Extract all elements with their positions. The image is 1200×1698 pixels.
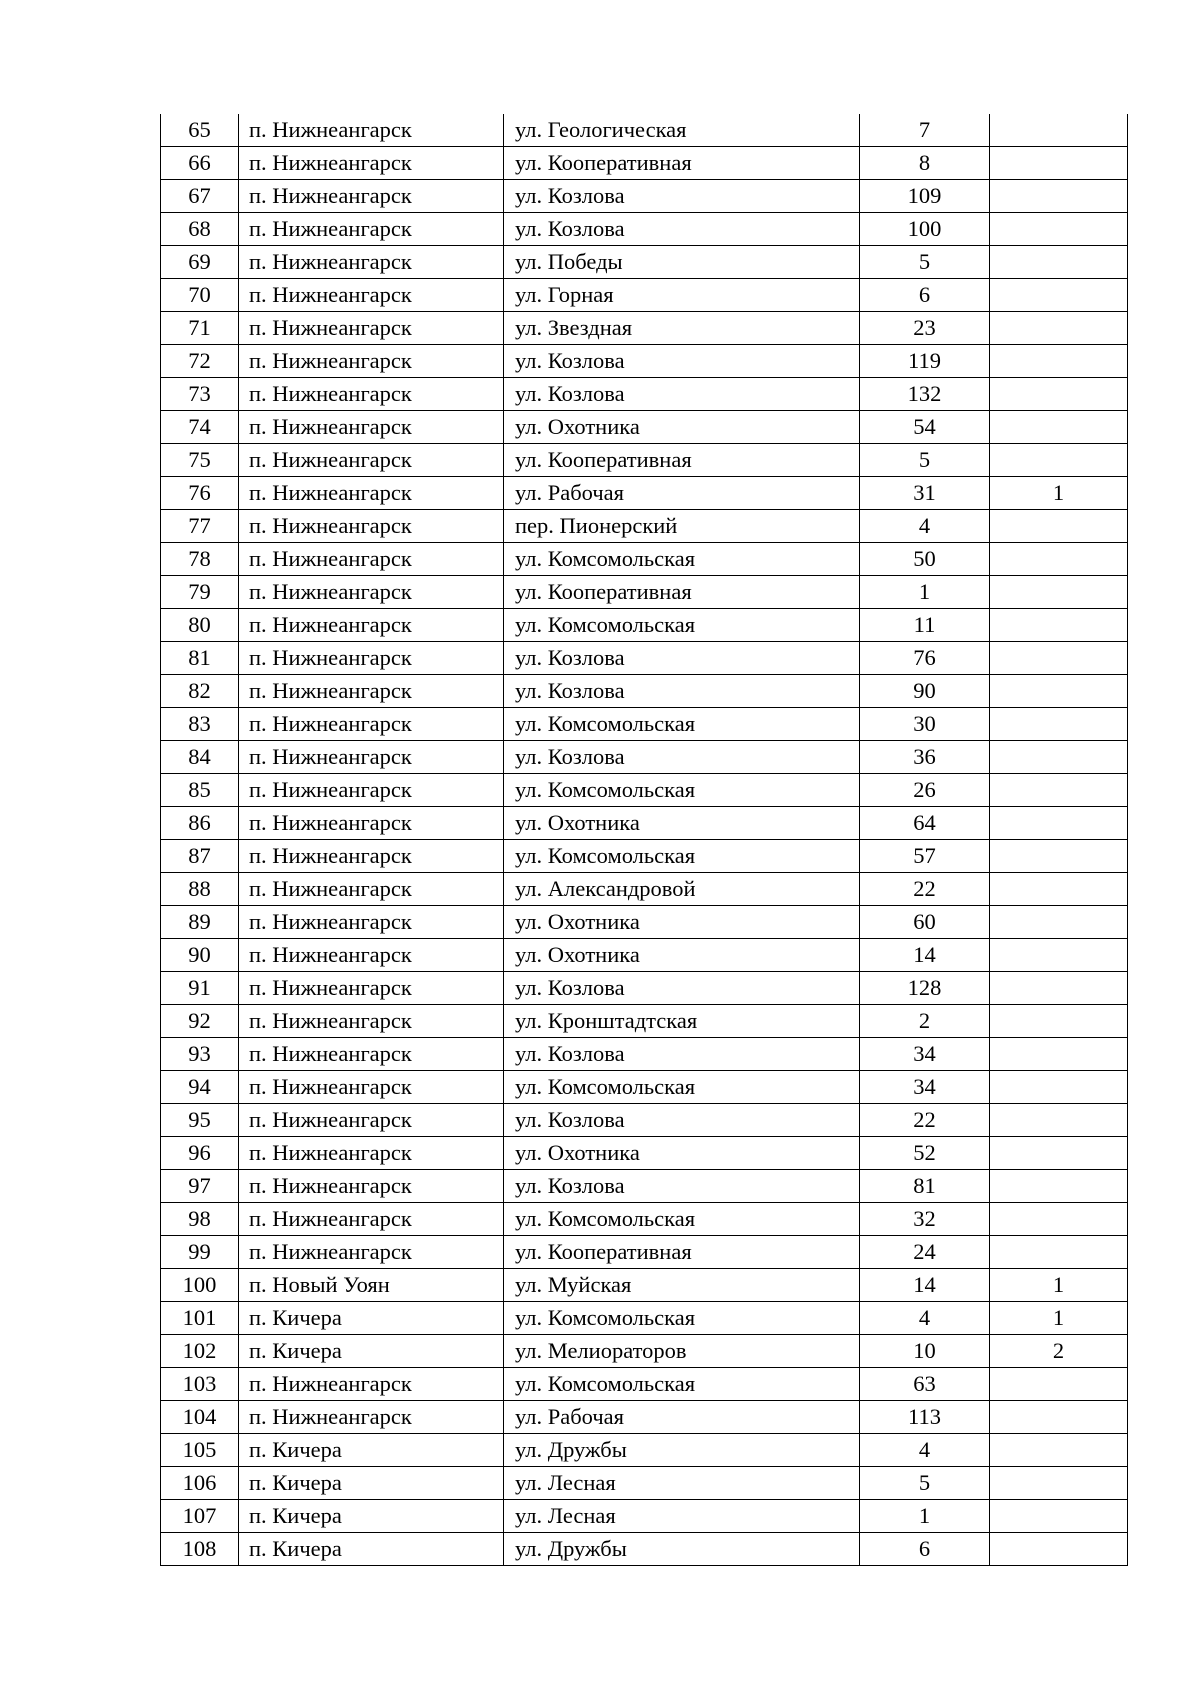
row-number-cell: 108 (161, 1533, 239, 1566)
row-number-cell: 100 (161, 1269, 239, 1302)
house-number-cell: 119 (860, 345, 990, 378)
street-cell: ул. Лесная (504, 1467, 860, 1500)
house-number-cell: 36 (860, 741, 990, 774)
street-cell: ул. Кооперативная (504, 147, 860, 180)
extra-value-cell (990, 939, 1128, 972)
street-cell: ул. Кооперативная (504, 576, 860, 609)
row-number-cell: 87 (161, 840, 239, 873)
locality-cell: п. Нижнеангарск (239, 576, 504, 609)
row-number-cell: 94 (161, 1071, 239, 1104)
table-row (161, 1203, 1128, 1236)
extra-value-cell (990, 1467, 1128, 1500)
row-number-cell: 73 (161, 378, 239, 411)
table-row (161, 1137, 1128, 1170)
row-number-cell: 80 (161, 609, 239, 642)
row-number-cell: 68 (161, 213, 239, 246)
street-cell: ул. Охотника (504, 807, 860, 840)
row-number-cell: 71 (161, 312, 239, 345)
extra-value-cell: 1 (990, 1302, 1128, 1335)
table-row (161, 1104, 1128, 1137)
locality-cell: п. Нижнеангарск (239, 279, 504, 312)
table-row (161, 708, 1128, 741)
house-number-cell: 34 (860, 1038, 990, 1071)
table-row (161, 675, 1128, 708)
street-cell: ул. Козлова (504, 345, 860, 378)
row-number-cell: 75 (161, 444, 239, 477)
address-table-body (161, 114, 1128, 1566)
house-number-cell: 31 (860, 477, 990, 510)
locality-cell: п. Нижнеангарск (239, 1401, 504, 1434)
table-row (161, 939, 1128, 972)
house-number-cell: 2 (860, 1005, 990, 1038)
row-number-cell: 92 (161, 1005, 239, 1038)
extra-value-cell (990, 1434, 1128, 1467)
house-number-cell: 5 (860, 1467, 990, 1500)
extra-value-cell: 2 (990, 1335, 1128, 1368)
locality-cell: п. Нижнеангарск (239, 774, 504, 807)
row-number-cell: 88 (161, 873, 239, 906)
extra-value-cell (990, 1071, 1128, 1104)
extra-value-cell (990, 345, 1128, 378)
table-row (161, 246, 1128, 279)
street-cell: ул. Дружбы (504, 1533, 860, 1566)
table-row (161, 1038, 1128, 1071)
locality-cell: п. Нижнеангарск (239, 477, 504, 510)
locality-cell: п. Нижнеангарск (239, 147, 504, 180)
locality-cell: п. Нижнеангарск (239, 444, 504, 477)
locality-cell: п. Нижнеангарск (239, 411, 504, 444)
street-cell: ул. Комсомольская (504, 609, 860, 642)
table-row (161, 1467, 1128, 1500)
house-number-cell: 109 (860, 180, 990, 213)
row-number-cell: 66 (161, 147, 239, 180)
locality-cell: п. Нижнеангарск (239, 1203, 504, 1236)
street-cell: ул. Козлова (504, 675, 860, 708)
house-number-cell: 76 (860, 642, 990, 675)
row-number-cell: 98 (161, 1203, 239, 1236)
row-number-cell: 105 (161, 1434, 239, 1467)
extra-value-cell (990, 807, 1128, 840)
street-cell: ул. Победы (504, 246, 860, 279)
house-number-cell: 4 (860, 510, 990, 543)
house-number-cell: 23 (860, 312, 990, 345)
table-row (161, 477, 1128, 510)
table-row (161, 906, 1128, 939)
street-cell: ул. Козлова (504, 180, 860, 213)
locality-cell: п. Нижнеангарск (239, 939, 504, 972)
street-cell: ул. Рабочая (504, 477, 860, 510)
table-row (161, 972, 1128, 1005)
table-row (161, 510, 1128, 543)
street-cell: ул. Охотника (504, 1137, 860, 1170)
street-cell: ул. Комсомольская (504, 1071, 860, 1104)
row-number-cell: 107 (161, 1500, 239, 1533)
house-number-cell: 22 (860, 873, 990, 906)
table-row (161, 147, 1128, 180)
row-number-cell: 81 (161, 642, 239, 675)
table-row (161, 1170, 1128, 1203)
street-cell: ул. Охотника (504, 411, 860, 444)
house-number-cell: 10 (860, 1335, 990, 1368)
extra-value-cell (990, 1038, 1128, 1071)
extra-value-cell: 1 (990, 477, 1128, 510)
house-number-cell: 7 (860, 114, 990, 147)
house-number-cell: 90 (860, 675, 990, 708)
address-table (160, 114, 1128, 1566)
street-cell: ул. Кооперативная (504, 1236, 860, 1269)
street-cell: ул. Александровой (504, 873, 860, 906)
locality-cell: п. Нижнеангарск (239, 312, 504, 345)
table-row (161, 345, 1128, 378)
row-number-cell: 101 (161, 1302, 239, 1335)
locality-cell: п. Нижнеангарск (239, 741, 504, 774)
table-row (161, 1500, 1128, 1533)
street-cell: ул. Лесная (504, 1500, 860, 1533)
house-number-cell: 1 (860, 1500, 990, 1533)
extra-value-cell (990, 543, 1128, 576)
table-row (161, 180, 1128, 213)
house-number-cell: 34 (860, 1071, 990, 1104)
street-cell: ул. Козлова (504, 1170, 860, 1203)
locality-cell: п. Нижнеангарск (239, 180, 504, 213)
house-number-cell: 5 (860, 444, 990, 477)
extra-value-cell (990, 576, 1128, 609)
locality-cell: п. Нижнеангарск (239, 807, 504, 840)
table-row (161, 1401, 1128, 1434)
locality-cell: п. Нижнеангарск (239, 1038, 504, 1071)
locality-cell: п. Нижнеангарск (239, 1170, 504, 1203)
house-number-cell: 6 (860, 279, 990, 312)
locality-cell: п. Нижнеангарск (239, 1005, 504, 1038)
extra-value-cell: 1 (990, 1269, 1128, 1302)
extra-value-cell (990, 378, 1128, 411)
house-number-cell: 30 (860, 708, 990, 741)
house-number-cell: 1 (860, 576, 990, 609)
locality-cell: п. Кичера (239, 1335, 504, 1368)
extra-value-cell (990, 642, 1128, 675)
house-number-cell: 22 (860, 1104, 990, 1137)
row-number-cell: 83 (161, 708, 239, 741)
house-number-cell: 11 (860, 609, 990, 642)
locality-cell: п. Нижнеангарск (239, 1071, 504, 1104)
house-number-cell: 57 (860, 840, 990, 873)
extra-value-cell (990, 741, 1128, 774)
house-number-cell: 8 (860, 147, 990, 180)
house-number-cell: 4 (860, 1434, 990, 1467)
row-number-cell: 84 (161, 741, 239, 774)
row-number-cell: 93 (161, 1038, 239, 1071)
row-number-cell: 90 (161, 939, 239, 972)
house-number-cell: 63 (860, 1368, 990, 1401)
row-number-cell: 102 (161, 1335, 239, 1368)
table-row (161, 642, 1128, 675)
table-row (161, 807, 1128, 840)
row-number-cell: 74 (161, 411, 239, 444)
row-number-cell: 95 (161, 1104, 239, 1137)
locality-cell: п. Нижнеангарск (239, 642, 504, 675)
row-number-cell: 82 (161, 675, 239, 708)
locality-cell: п. Нижнеангарск (239, 345, 504, 378)
street-cell: ул. Мелиораторов (504, 1335, 860, 1368)
street-cell: ул. Козлова (504, 972, 860, 1005)
street-cell: ул. Дружбы (504, 1434, 860, 1467)
table-row (161, 312, 1128, 345)
table-row (161, 1533, 1128, 1566)
house-number-cell: 54 (860, 411, 990, 444)
locality-cell: п. Нижнеангарск (239, 840, 504, 873)
locality-cell: п. Нижнеангарск (239, 510, 504, 543)
extra-value-cell (990, 510, 1128, 543)
table-row (161, 444, 1128, 477)
street-cell: ул. Охотника (504, 906, 860, 939)
table-row (161, 543, 1128, 576)
extra-value-cell (990, 972, 1128, 1005)
street-cell: ул. Кооперативная (504, 444, 860, 477)
locality-cell: п. Кичера (239, 1434, 504, 1467)
street-cell: ул. Комсомольская (504, 1203, 860, 1236)
locality-cell: п. Нижнеангарск (239, 246, 504, 279)
street-cell: ул. Охотника (504, 939, 860, 972)
street-cell: пер. Пионерский (504, 510, 860, 543)
house-number-cell: 4 (860, 1302, 990, 1335)
table-row (161, 774, 1128, 807)
locality-cell: п. Нижнеангарск (239, 609, 504, 642)
house-number-cell: 128 (860, 972, 990, 1005)
table-row (161, 873, 1128, 906)
locality-cell: п. Нижнеангарск (239, 378, 504, 411)
extra-value-cell (990, 1005, 1128, 1038)
table-row (161, 1302, 1128, 1335)
street-cell: ул. Козлова (504, 1038, 860, 1071)
extra-value-cell (990, 1533, 1128, 1566)
street-cell: ул. Горная (504, 279, 860, 312)
extra-value-cell (990, 1137, 1128, 1170)
extra-value-cell (990, 609, 1128, 642)
table-row (161, 1335, 1128, 1368)
locality-cell: п. Нижнеангарск (239, 543, 504, 576)
house-number-cell: 14 (860, 1269, 990, 1302)
row-number-cell: 86 (161, 807, 239, 840)
table-row (161, 1434, 1128, 1467)
table-row (161, 1269, 1128, 1302)
house-number-cell: 14 (860, 939, 990, 972)
extra-value-cell (990, 708, 1128, 741)
row-number-cell: 78 (161, 543, 239, 576)
row-number-cell: 96 (161, 1137, 239, 1170)
table-row (161, 279, 1128, 312)
street-cell: ул. Рабочая (504, 1401, 860, 1434)
house-number-cell: 24 (860, 1236, 990, 1269)
street-cell: ул. Козлова (504, 642, 860, 675)
extra-value-cell (990, 444, 1128, 477)
street-cell: ул. Комсомольская (504, 1368, 860, 1401)
street-cell: ул. Козлова (504, 741, 860, 774)
locality-cell: п. Нижнеангарск (239, 972, 504, 1005)
row-number-cell: 72 (161, 345, 239, 378)
extra-value-cell (990, 180, 1128, 213)
house-number-cell: 26 (860, 774, 990, 807)
house-number-cell: 60 (860, 906, 990, 939)
table-row (161, 609, 1128, 642)
row-number-cell: 97 (161, 1170, 239, 1203)
street-cell: ул. Муйская (504, 1269, 860, 1302)
street-cell: ул. Геологическая (504, 114, 860, 147)
extra-value-cell (990, 1104, 1128, 1137)
locality-cell: п. Нижнеангарск (239, 906, 504, 939)
locality-cell: п. Нижнеангарск (239, 1104, 504, 1137)
house-number-cell: 113 (860, 1401, 990, 1434)
locality-cell: п. Кичера (239, 1302, 504, 1335)
table-row (161, 840, 1128, 873)
row-number-cell: 106 (161, 1467, 239, 1500)
table-row (161, 576, 1128, 609)
locality-cell: п. Нижнеангарск (239, 708, 504, 741)
table-row (161, 1236, 1128, 1269)
extra-value-cell (990, 675, 1128, 708)
house-number-cell: 6 (860, 1533, 990, 1566)
extra-value-cell (990, 213, 1128, 246)
extra-value-cell (990, 246, 1128, 279)
street-cell: ул. Комсомольская (504, 708, 860, 741)
extra-value-cell (990, 1401, 1128, 1434)
extra-value-cell (990, 774, 1128, 807)
row-number-cell: 67 (161, 180, 239, 213)
row-number-cell: 79 (161, 576, 239, 609)
house-number-cell: 100 (860, 213, 990, 246)
house-number-cell: 32 (860, 1203, 990, 1236)
table-row (161, 1005, 1128, 1038)
street-cell: ул. Комсомольская (504, 543, 860, 576)
table-row (161, 741, 1128, 774)
row-number-cell: 99 (161, 1236, 239, 1269)
locality-cell: п. Кичера (239, 1533, 504, 1566)
row-number-cell: 85 (161, 774, 239, 807)
locality-cell: п. Кичера (239, 1500, 504, 1533)
extra-value-cell (990, 312, 1128, 345)
row-number-cell: 65 (161, 114, 239, 147)
extra-value-cell (990, 1368, 1128, 1401)
extra-value-cell (990, 1500, 1128, 1533)
row-number-cell: 77 (161, 510, 239, 543)
locality-cell: п. Нижнеангарск (239, 1236, 504, 1269)
extra-value-cell (990, 114, 1128, 147)
street-cell: ул. Кронштадтская (504, 1005, 860, 1038)
table-row (161, 378, 1128, 411)
table-row (161, 1368, 1128, 1401)
extra-value-cell (990, 1236, 1128, 1269)
house-number-cell: 64 (860, 807, 990, 840)
row-number-cell: 76 (161, 477, 239, 510)
extra-value-cell (990, 1170, 1128, 1203)
extra-value-cell (990, 279, 1128, 312)
house-number-cell: 81 (860, 1170, 990, 1203)
house-number-cell: 5 (860, 246, 990, 279)
extra-value-cell (990, 147, 1128, 180)
street-cell: ул. Комсомольская (504, 774, 860, 807)
locality-cell: п. Нижнеангарск (239, 1368, 504, 1401)
street-cell: ул. Комсомольская (504, 840, 860, 873)
table-row (161, 114, 1128, 147)
row-number-cell: 89 (161, 906, 239, 939)
street-cell: ул. Козлова (504, 1104, 860, 1137)
row-number-cell: 70 (161, 279, 239, 312)
row-number-cell: 69 (161, 246, 239, 279)
table-row (161, 213, 1128, 246)
house-number-cell: 132 (860, 378, 990, 411)
street-cell: ул. Козлова (504, 213, 860, 246)
row-number-cell: 91 (161, 972, 239, 1005)
row-number-cell: 104 (161, 1401, 239, 1434)
row-number-cell: 103 (161, 1368, 239, 1401)
extra-value-cell (990, 906, 1128, 939)
table-row (161, 1071, 1128, 1104)
street-cell: ул. Козлова (504, 378, 860, 411)
extra-value-cell (990, 840, 1128, 873)
locality-cell: п. Нижнеангарск (239, 213, 504, 246)
address-table-container (160, 114, 1112, 1566)
extra-value-cell (990, 411, 1128, 444)
house-number-cell: 50 (860, 543, 990, 576)
street-cell: ул. Звездная (504, 312, 860, 345)
locality-cell: п. Кичера (239, 1467, 504, 1500)
extra-value-cell (990, 1203, 1128, 1236)
house-number-cell: 52 (860, 1137, 990, 1170)
extra-value-cell (990, 873, 1128, 906)
locality-cell: п. Нижнеангарск (239, 1137, 504, 1170)
street-cell: ул. Комсомольская (504, 1302, 860, 1335)
locality-cell: п. Новый Уоян (239, 1269, 504, 1302)
locality-cell: п. Нижнеангарск (239, 114, 504, 147)
table-row (161, 411, 1128, 444)
locality-cell: п. Нижнеангарск (239, 675, 504, 708)
locality-cell: п. Нижнеангарск (239, 873, 504, 906)
